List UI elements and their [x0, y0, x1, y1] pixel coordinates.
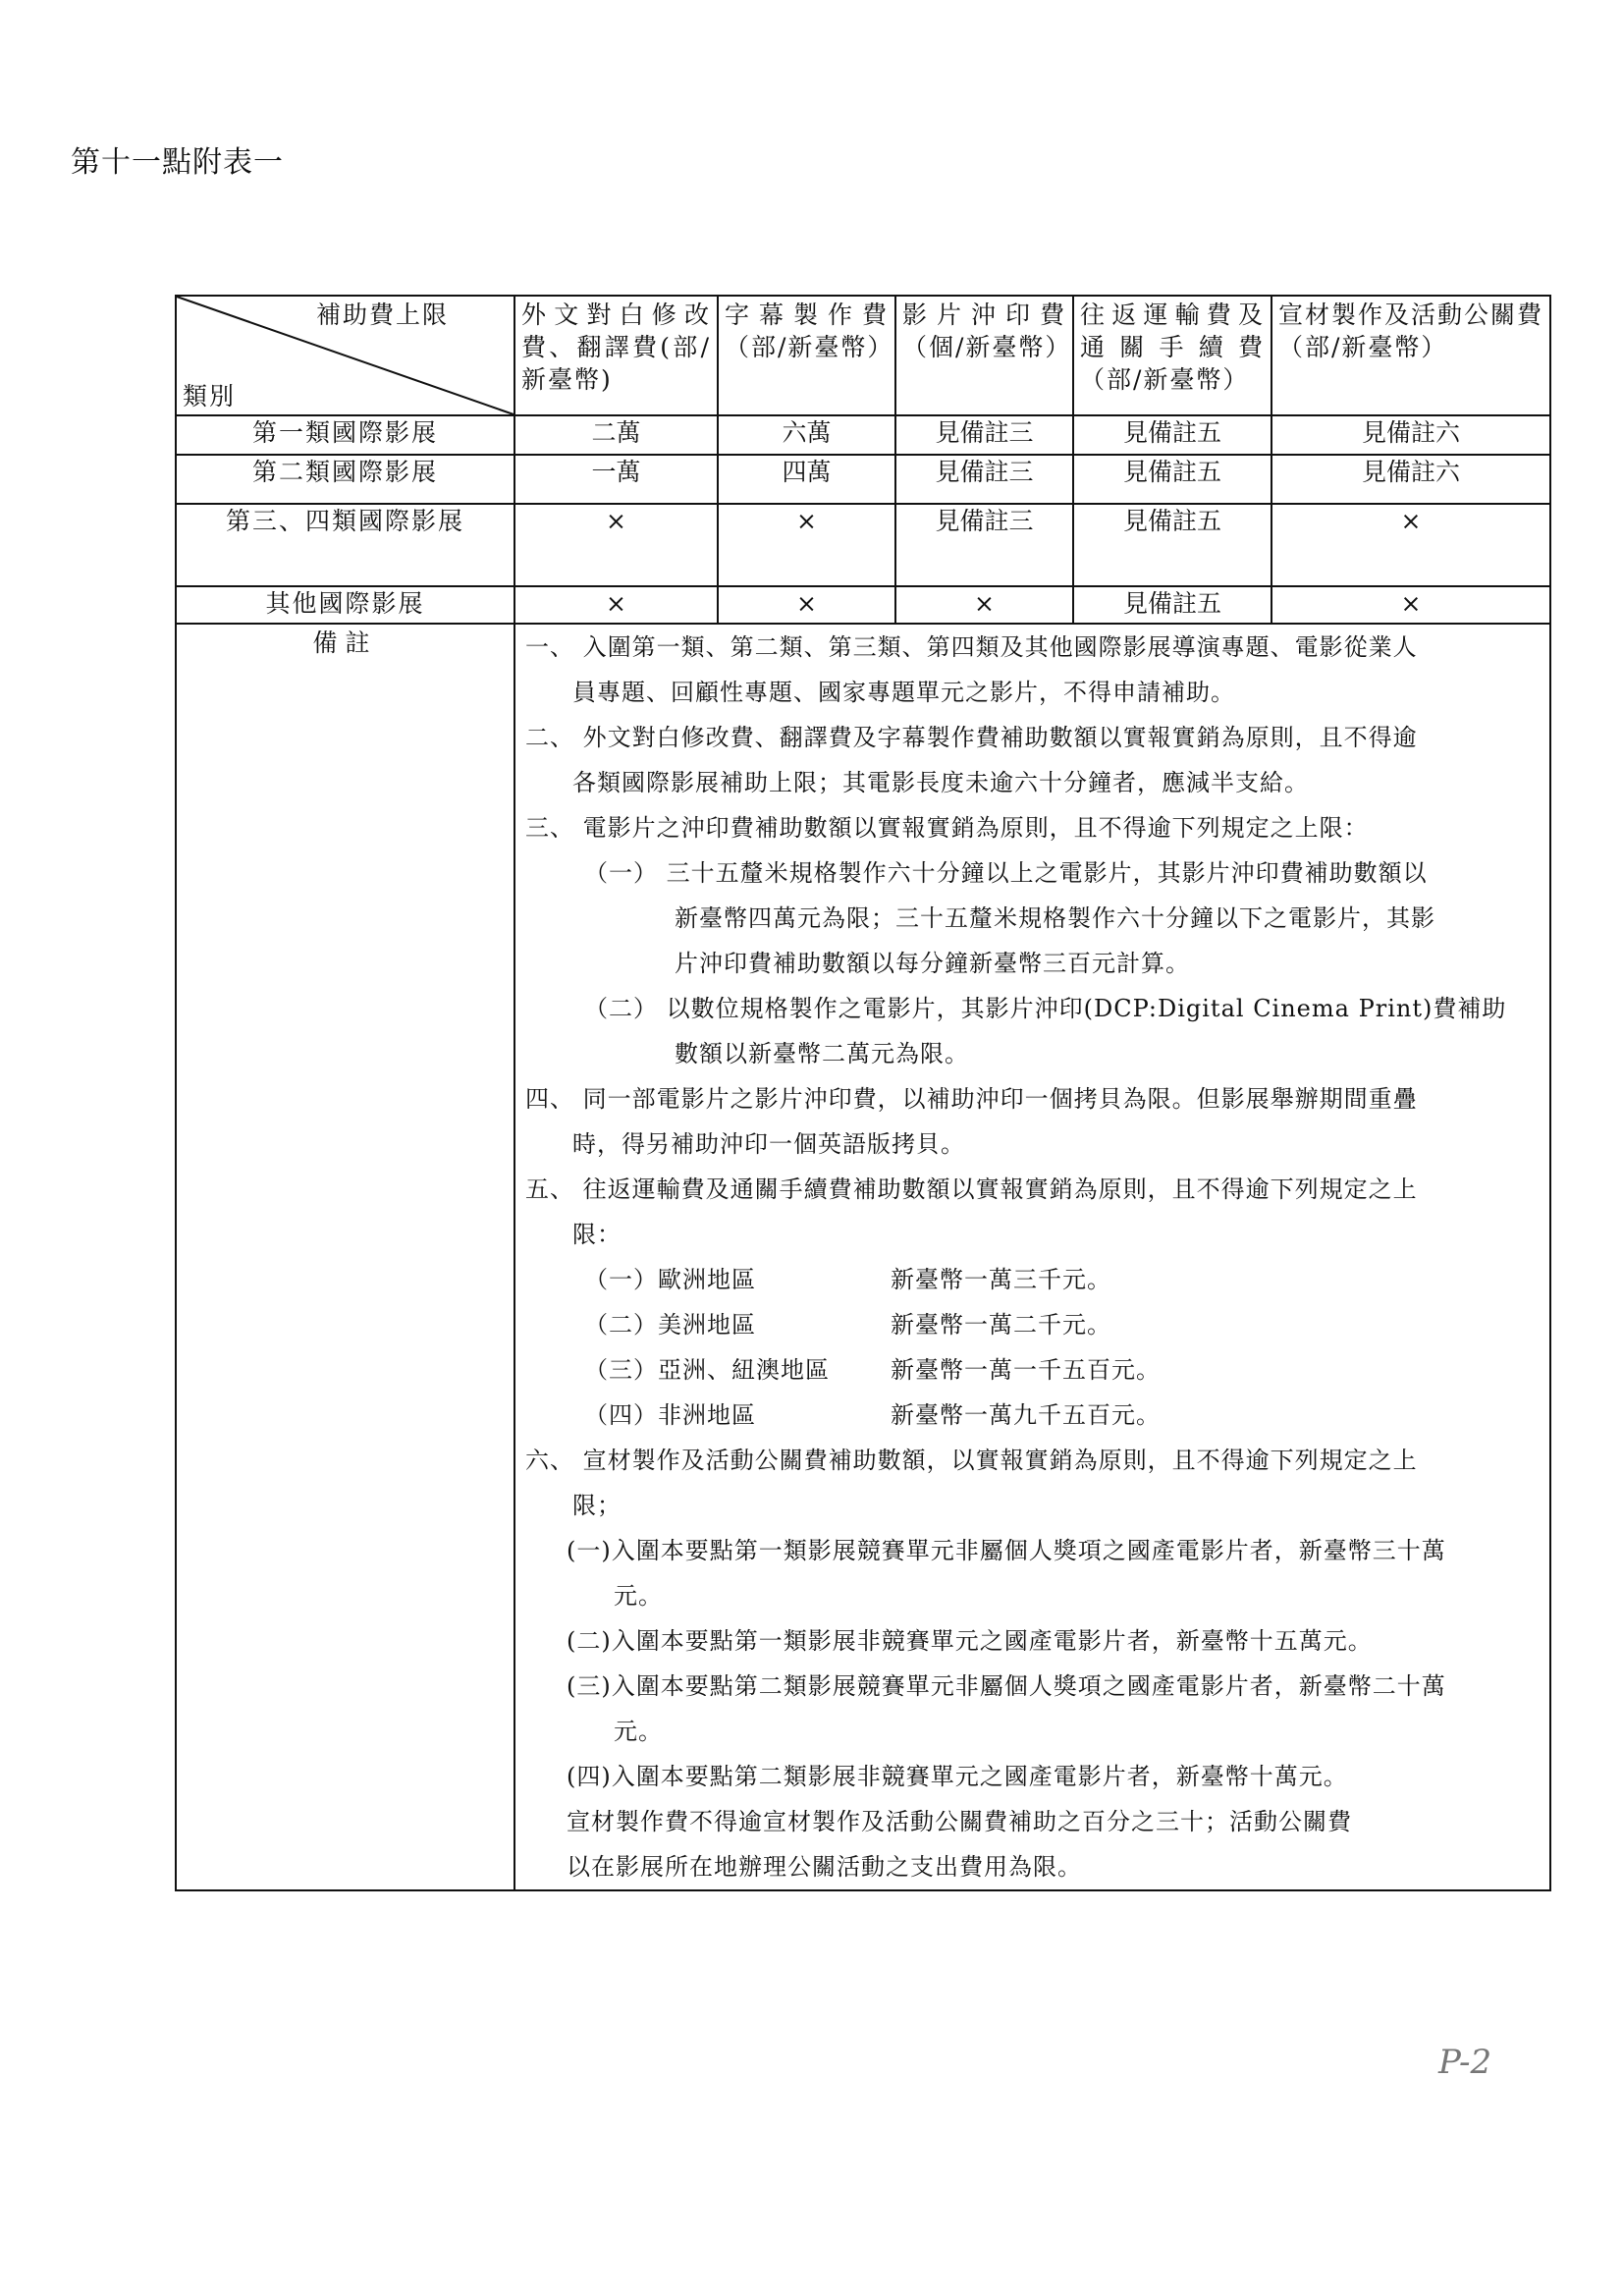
note-line: 一、 入圍第一類、第二類、第三類、第四類及其他國際影展導演專題、電影從業人 [525, 633, 1418, 661]
table-cell: × [895, 586, 1073, 624]
table-cell: 見備註六 [1271, 415, 1550, 455]
table-cell: 見備註六 [1271, 455, 1550, 504]
note-line [521, 1257, 1543, 1302]
note-line: (二)入圍本要點第一類影展非競賽單元之國產電影片者，新臺幣十五萬元。 [567, 1627, 1373, 1655]
table-cell: 六萬 [718, 415, 895, 455]
region-amount: 新臺幣一萬三千元。 [891, 1266, 1111, 1293]
page-number-mark: P-2 [1438, 2043, 1492, 2082]
note-line: (四)入圍本要點第二類影展非競賽單元之國產電影片者，新臺幣十萬元。 [567, 1763, 1348, 1790]
table-cell: 見備註三 [895, 455, 1073, 504]
region-label: （一）歐洲地區 [584, 1266, 756, 1293]
note-line: 以在影展所在地辦理公關活動之支出費用為限。 [567, 1853, 1082, 1881]
note-line: 二、 外文對白修改費、翻譯費及字幕製作費補助數額以實報實銷為原則，且不得逾 [525, 724, 1418, 751]
region-label: （二）美洲地區 [584, 1311, 756, 1339]
column-header-printing: 影片沖印費（個/新臺幣） [895, 296, 1073, 415]
note-line: 員專題、回顧性專題、國家專題單元之影片，不得申請補助。 [572, 679, 1235, 706]
table-cell: 見備註五 [1073, 586, 1271, 624]
table-cell: 一萬 [514, 455, 718, 504]
row-category: 第一類國際影展 [176, 415, 514, 455]
column-header-shipping: 往返運輸費及通關手續費（部/新臺幣） [1073, 296, 1271, 415]
table-cell: × [514, 586, 718, 624]
column-header-publicity: 宣材製作及活動公關費（部/新臺幣） [1271, 296, 1550, 415]
table-row [176, 415, 1550, 455]
note-line: （一） 三十五釐米規格製作六十分鐘以上之電影片，其影片沖印費補助數額以 [584, 859, 1428, 887]
region-amount: 新臺幣一萬九千五百元。 [891, 1401, 1161, 1429]
note-line [521, 1302, 1543, 1347]
table-row [176, 504, 1550, 586]
table-row [176, 586, 1550, 624]
note-line [521, 1347, 1543, 1393]
table-cell: 見備註五 [1073, 415, 1271, 455]
table-cell: × [1271, 586, 1550, 624]
table-cell: 見備註三 [895, 504, 1073, 586]
table-cell: × [1271, 504, 1550, 586]
note-line: 五、 往返運輸費及通關手續費補助數額以實報實銷為原則，且不得逾下列規定之上 [525, 1175, 1418, 1203]
remarks-label: 備註 [176, 624, 514, 1890]
remarks-content [514, 624, 1550, 1890]
remarks-row [176, 624, 1550, 1890]
note-line [521, 1393, 1543, 1438]
row-category: 第二類國際影展 [176, 455, 514, 504]
note-line: 元。 [614, 1718, 663, 1745]
corner-top-label: 補助費上限 [315, 301, 449, 329]
note-line: 各類國際影展補助上限；其電影長度未逾六十分鐘者，應減半支給。 [572, 769, 1309, 796]
subsidy-table [175, 295, 1551, 1891]
table-header-row [176, 296, 1550, 415]
note-line: 三、 電影片之沖印費補助數額以實報實銷為原則，且不得逾下列規定之上限： [525, 814, 1369, 842]
region-label: （四）非洲地區 [584, 1401, 756, 1429]
note-line: 元。 [614, 1582, 663, 1610]
column-header-translation: 外文對白修改費、翻譯費(部/新臺幣) [514, 296, 718, 415]
row-category: 其他國際影展 [176, 586, 514, 624]
note-line: (三)入圍本要點第二類影展競賽單元非屬個人獎項之國產電影片者，新臺幣二十萬 [567, 1672, 1446, 1700]
note-line: 限； [572, 1492, 622, 1519]
note-line: （二） 以數位規格製作之電影片，其影片沖印(DCP:Digital Cinema Print)費補助 [584, 995, 1507, 1022]
row-category: 第三、四類國際影展 [176, 504, 514, 586]
table-cell: 四萬 [718, 455, 895, 504]
note-line: 宣材製作費不得逾宣材製作及活動公關費補助之百分之三十；活動公關費 [567, 1808, 1352, 1835]
region-label: （三）亞洲、紐澳地區 [584, 1356, 830, 1384]
corner-cell [176, 296, 514, 415]
table-cell: 二萬 [514, 415, 718, 455]
document-header: 第十一點附表一 [71, 145, 284, 180]
table-cell: 見備註三 [895, 415, 1073, 455]
corner-bottom-label: 類別 [183, 382, 237, 410]
table-cell: × [718, 586, 895, 624]
note-line: 限： [572, 1221, 622, 1248]
note-line: 新臺幣四萬元為限；三十五釐米規格製作六十分鐘以下之電影片，其影 [675, 904, 1435, 932]
note-line: 數額以新臺幣二萬元為限。 [675, 1040, 969, 1067]
note-line: 片沖印費補助數額以每分鐘新臺幣三百元計算。 [675, 950, 1190, 977]
region-amount: 新臺幣一萬二千元。 [891, 1311, 1111, 1339]
note-line: (一)入圍本要點第一類影展競賽單元非屬個人獎項之國產電影片者，新臺幣三十萬 [567, 1537, 1446, 1564]
table-cell: × [514, 504, 718, 586]
column-header-subtitles: 字幕製作費（部/新臺幣） [718, 296, 895, 415]
table-cell: × [718, 504, 895, 586]
note-line: 六、 宣材製作及活動公關費補助數額，以實報實銷為原則，且不得逾下列規定之上 [525, 1447, 1418, 1474]
note-line: 時，得另補助沖印一個英語版拷貝。 [572, 1130, 965, 1158]
note-line: 四、 同一部電影片之影片沖印費，以補助沖印一個拷貝為限。但影展舉辦期間重疊 [525, 1085, 1418, 1113]
table-row [176, 455, 1550, 504]
region-amount: 新臺幣一萬一千五百元。 [891, 1356, 1161, 1384]
table-cell: 見備註五 [1073, 504, 1271, 586]
table-cell: 見備註五 [1073, 455, 1271, 504]
